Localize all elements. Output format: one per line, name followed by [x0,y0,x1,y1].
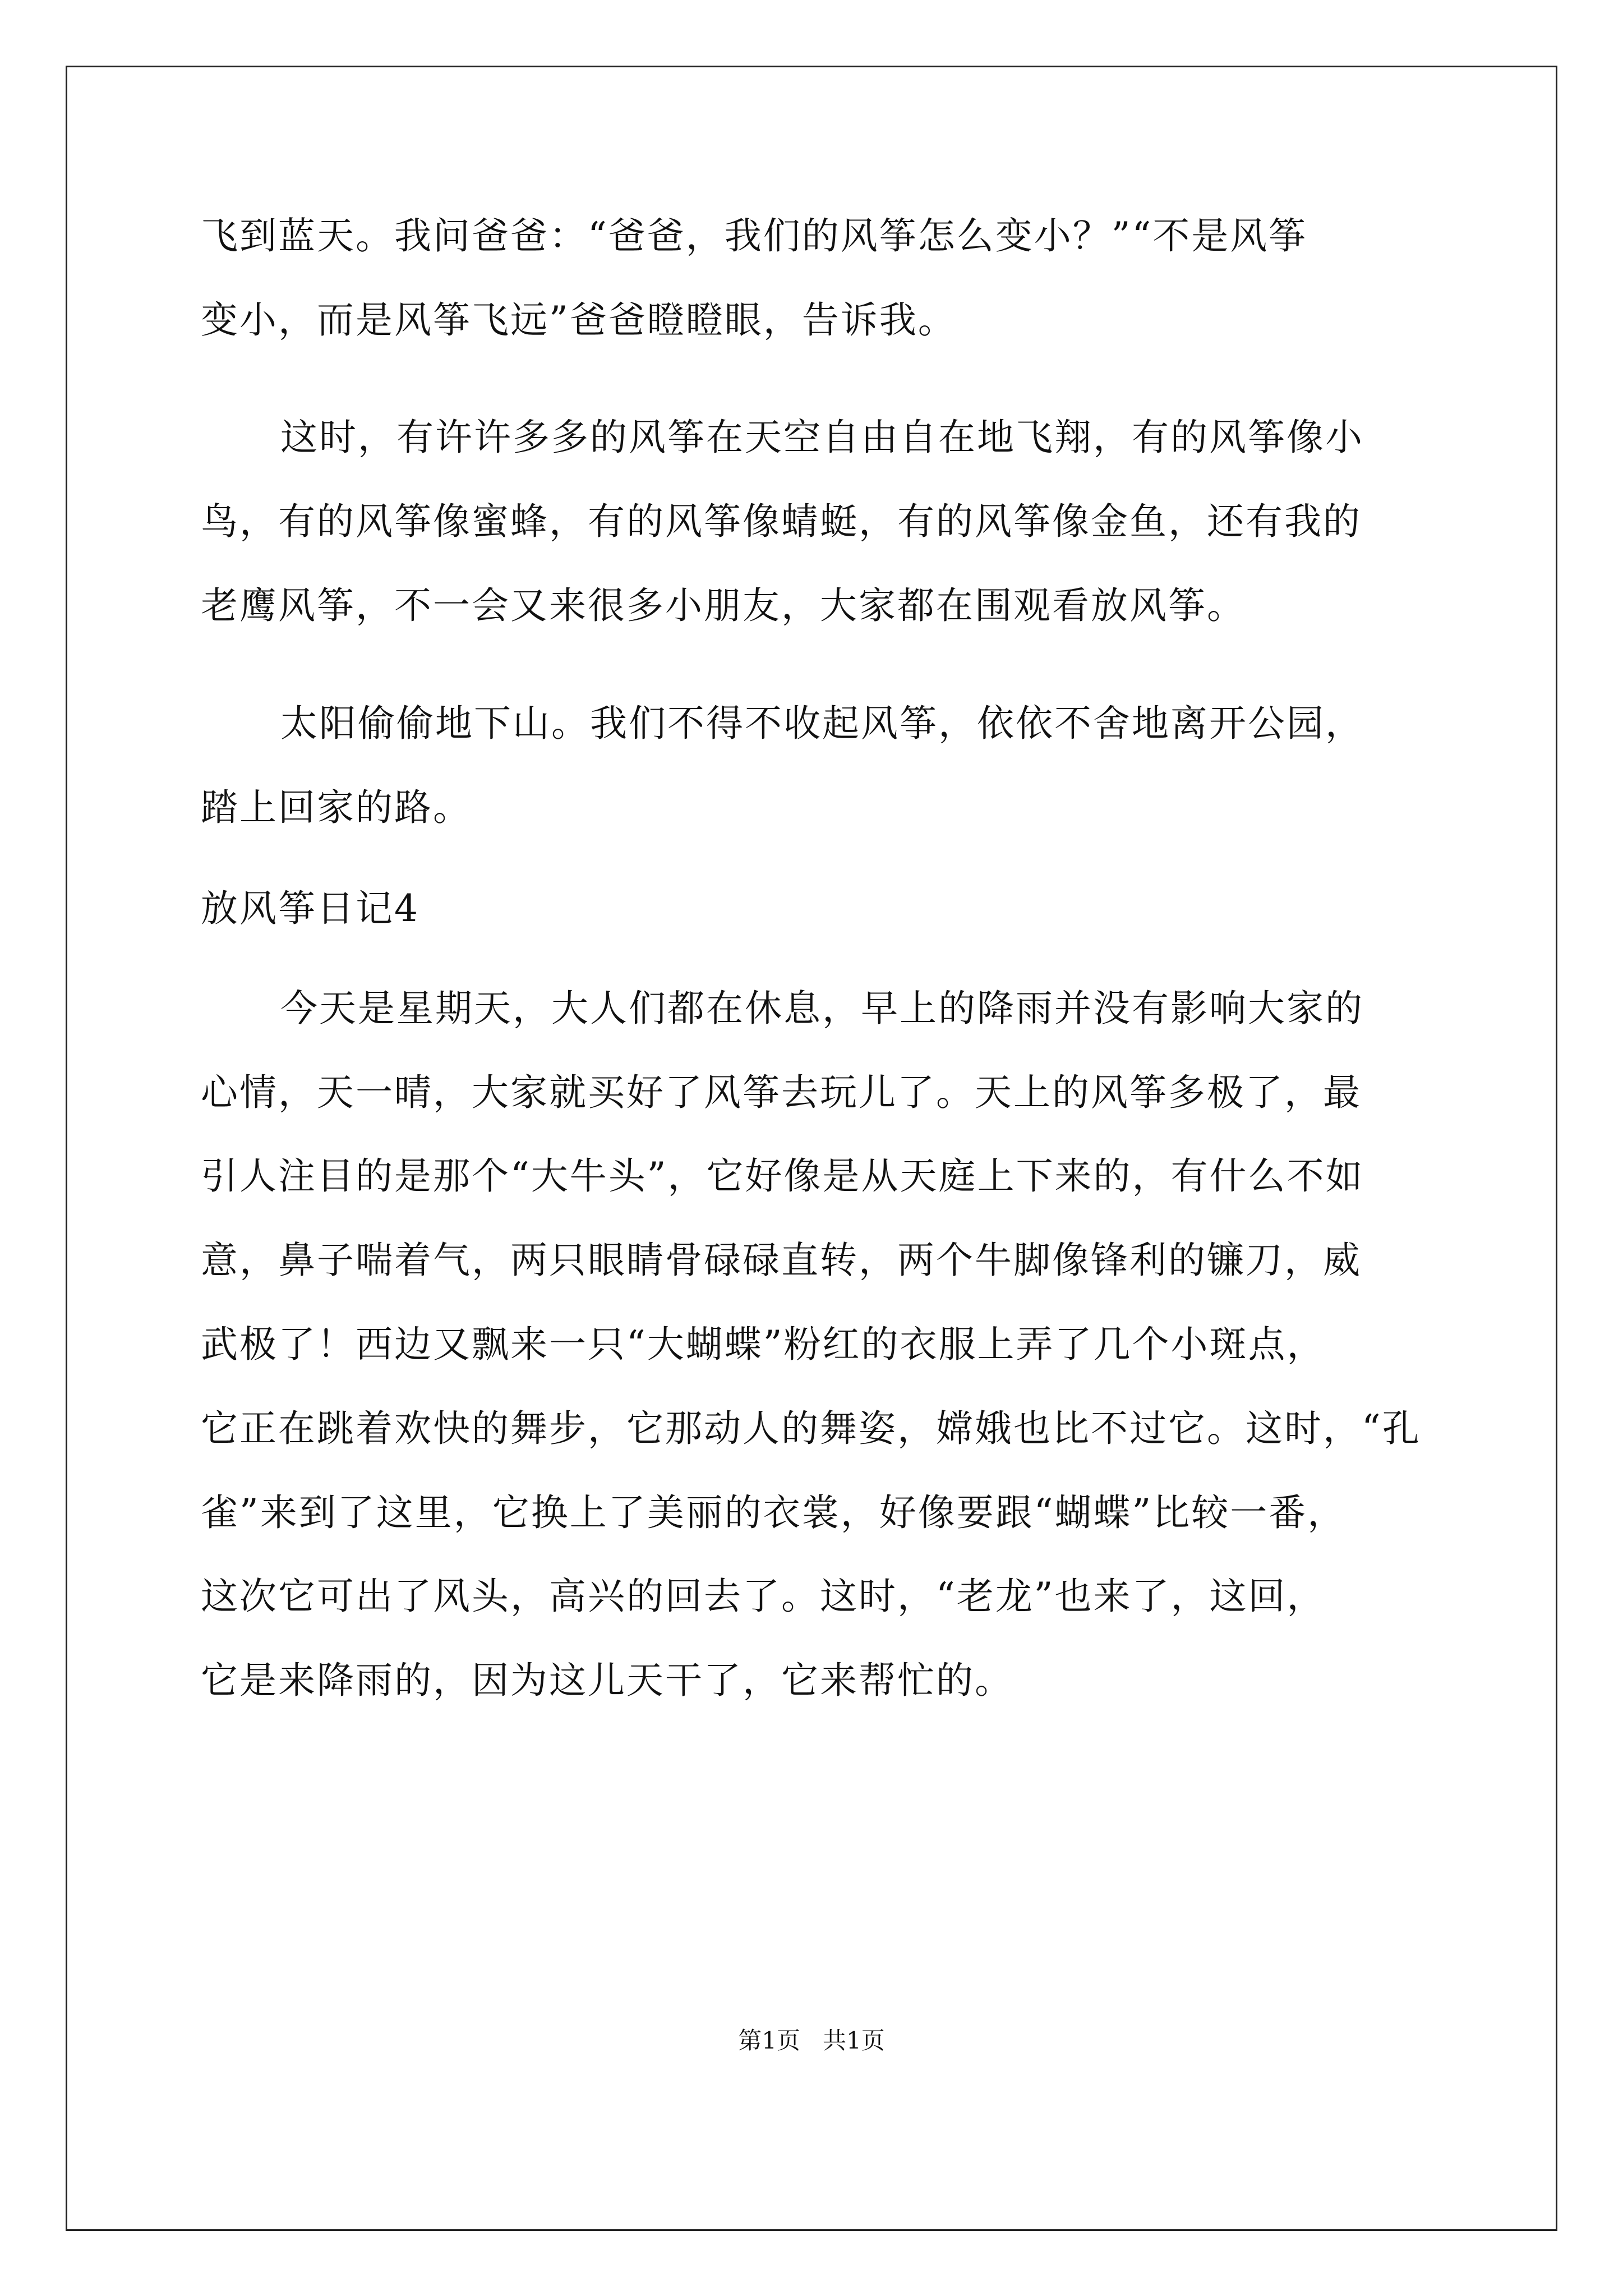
paragraph-3-line-2: 踏上回家的路。 [201,786,472,829]
section-heading: 放风筝日记4 [201,887,419,930]
paragraph-2-line-2: 鸟，有的风筝像蜜蜂，有的风筝像蜻蜓，有的风筝像金鱼，还有我的 [201,500,1362,543]
paragraph-4-line-4: 意，鼻子喘着气，两只眼睛骨碌碌直转，两个牛脚像锋利的镰刀，威 [201,1239,1362,1282]
paragraph-4-line-1: 今天是星期天，大人们都在休息，早上的降雨并没有影响大家的 [280,987,1364,1030]
paragraph-4-line-9: 它是来降雨的，因为这儿天干了，它来帮忙的。 [201,1659,1013,1702]
paragraph-1-line-2: 变小，而是风筝飞远”爸爸瞪瞪眼，告诉我。 [201,298,957,342]
paragraph-4-line-5: 武极了！西边又飘来一只“大蝴蝶”粉红的衣服上弄了几个小斑点， [201,1323,1326,1366]
paragraph-4-line-2: 心情，天一晴，大家就买好了风筝去玩儿了。天上的风筝多极了，最 [201,1071,1362,1114]
paragraph-2-line-1: 这时，有许许多多的风筝在天空自由自在地飞翔，有的风筝像小 [280,416,1364,459]
page-border [66,66,1557,2231]
page-number-footer: 第1页 共1页 [738,2027,885,2054]
paragraph-4-line-8: 这次它可出了风头，高兴的回去了。这时，“老龙”也来了，这回， [201,1575,1326,1618]
paragraph-4-line-7: 雀”来到了这里，它换上了美丽的衣裳，好像要跟“蝴蝶”比较一番， [201,1491,1347,1534]
paragraph-3-line-1: 太阳偷偷地下山。我们不得不收起风筝，依依不舍地离开公园， [280,702,1364,745]
paragraph-4-line-6: 它正在跳着欢快的舞步，它那动人的舞姿，嫦娥也比不过它。这时，“孔 [201,1407,1421,1450]
paragraph-1-line-1: 飞到蓝天。我问爸爸：“爸爸，我们的风筝怎么变小？”“不是风筝 [201,214,1308,257]
paragraph-2-line-3: 老鹰风筝，不一会又来很多小朋友，大家都在围观看放风筝。 [201,584,1246,627]
paragraph-4-line-3: 引人注目的是那个“大牛头”，它好像是从天庭上下来的，有什么不如 [201,1154,1364,1198]
